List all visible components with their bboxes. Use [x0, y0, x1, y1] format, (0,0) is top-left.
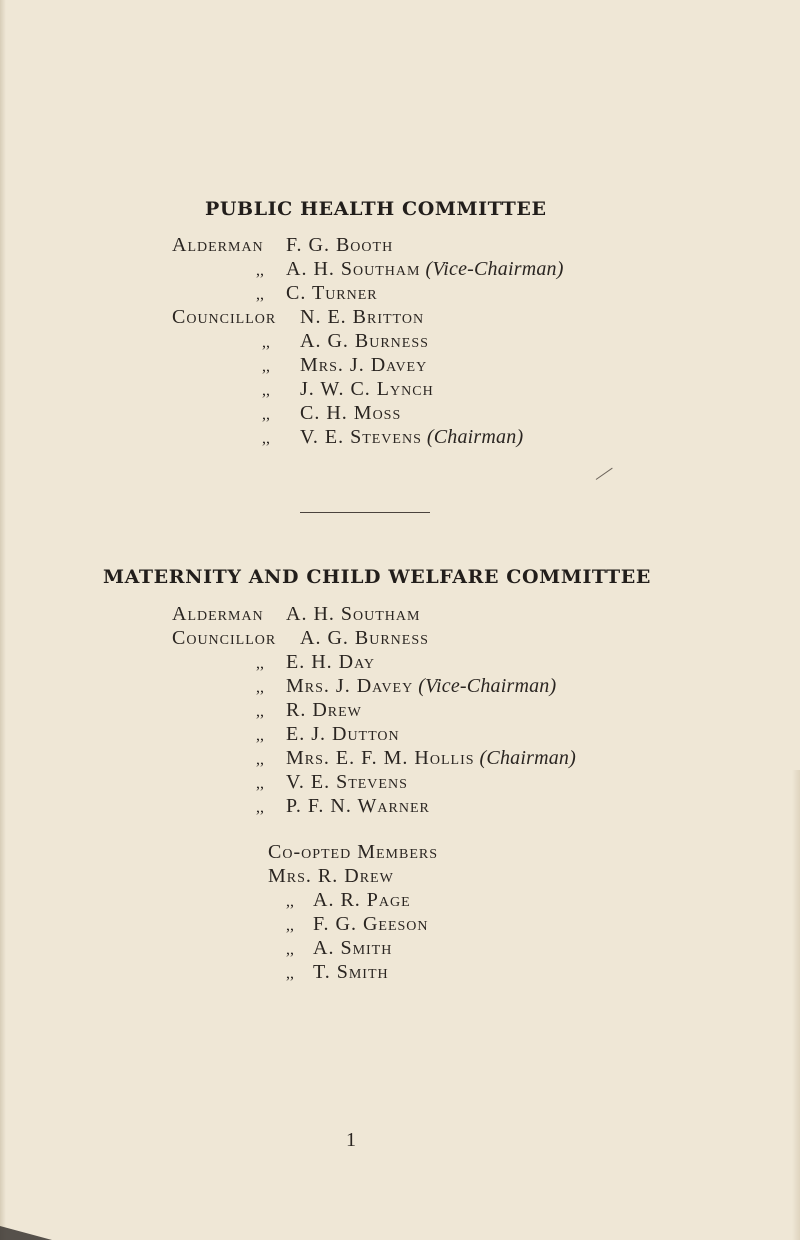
- page-number: 1: [346, 1129, 356, 1151]
- ditto-mark: ,,: [286, 917, 294, 934]
- public-health-member: Mrs. J. Davey: [300, 354, 428, 376]
- ditto-mark: ,,: [256, 679, 264, 696]
- ditto-mark: ,,: [286, 893, 294, 910]
- coopted-heading: Co-opted Members: [268, 841, 439, 863]
- coopted-member: A. R. Page: [313, 889, 411, 911]
- maternity-member: Mrs. E. F. M. Hollis (Chairman): [286, 747, 576, 769]
- ditto-mark: ,,: [256, 751, 264, 768]
- ditto-mark: ,,: [256, 703, 264, 720]
- ditto-mark: ,,: [256, 655, 264, 672]
- coopted-member: T. Smith: [313, 961, 389, 983]
- ditto-mark: ,,: [256, 286, 264, 303]
- public-health-member: V. E. Stevens (Chairman): [300, 426, 524, 448]
- pencil-tick-mark: [596, 468, 613, 480]
- alderman-title: Alderman: [172, 234, 264, 256]
- page-left-shadow: [0, 0, 6, 1240]
- public-health-member: F. G. Booth: [286, 234, 394, 256]
- corner-mark: [0, 1226, 52, 1240]
- public-health-member: C. H. Moss: [300, 402, 402, 424]
- public-health-member: J. W. C. Lynch: [300, 378, 434, 400]
- maternity-member: E. H. Day: [286, 651, 376, 673]
- ditto-mark: ,,: [256, 799, 264, 816]
- maternity-heading: MATERNITY AND CHILD WELFARE COMMITTEE: [103, 566, 651, 588]
- maternity-member: A. H. Southam: [286, 603, 421, 625]
- public-health-member: C. Turner: [286, 282, 378, 304]
- coopted-member: Mrs. R. Drew: [268, 865, 394, 887]
- alderman-title: Alderman: [172, 603, 264, 625]
- page-right-edge: [792, 770, 800, 1240]
- ditto-mark: ,,: [262, 406, 270, 423]
- maternity-member: Mrs. J. Davey (Vice-Chairman): [286, 675, 557, 697]
- coopted-member: A. Smith: [313, 937, 393, 959]
- ditto-mark: ,,: [256, 727, 264, 744]
- public-health-member: A. H. Southam (Vice-Chairman): [286, 258, 564, 280]
- ditto-mark: ,,: [262, 358, 270, 375]
- public-health-member: A. G. Burness: [300, 330, 429, 352]
- public-health-heading: PUBLIC HEALTH COMMITTEE: [205, 198, 547, 220]
- ditto-mark: ,,: [262, 430, 270, 447]
- maternity-member: R. Drew: [286, 699, 362, 721]
- maternity-member: A. G. Burness: [300, 627, 429, 649]
- ditto-mark: ,,: [262, 382, 270, 399]
- coopted-member: F. G. Geeson: [313, 913, 429, 935]
- councillor-title: Councillor: [172, 306, 277, 328]
- ditto-mark: ,,: [256, 262, 264, 279]
- maternity-member: V. E. Stevens: [286, 771, 408, 793]
- section-divider: [300, 512, 430, 513]
- maternity-member: E. J. Dutton: [286, 723, 400, 745]
- ditto-mark: ,,: [286, 941, 294, 958]
- ditto-mark: ,,: [286, 965, 294, 982]
- ditto-mark: ,,: [262, 334, 270, 351]
- ditto-mark: ,,: [256, 775, 264, 792]
- councillor-title: Councillor: [172, 627, 277, 649]
- maternity-member: P. F. N. Warner: [286, 795, 430, 817]
- public-health-member: N. E. Britton: [300, 306, 425, 328]
